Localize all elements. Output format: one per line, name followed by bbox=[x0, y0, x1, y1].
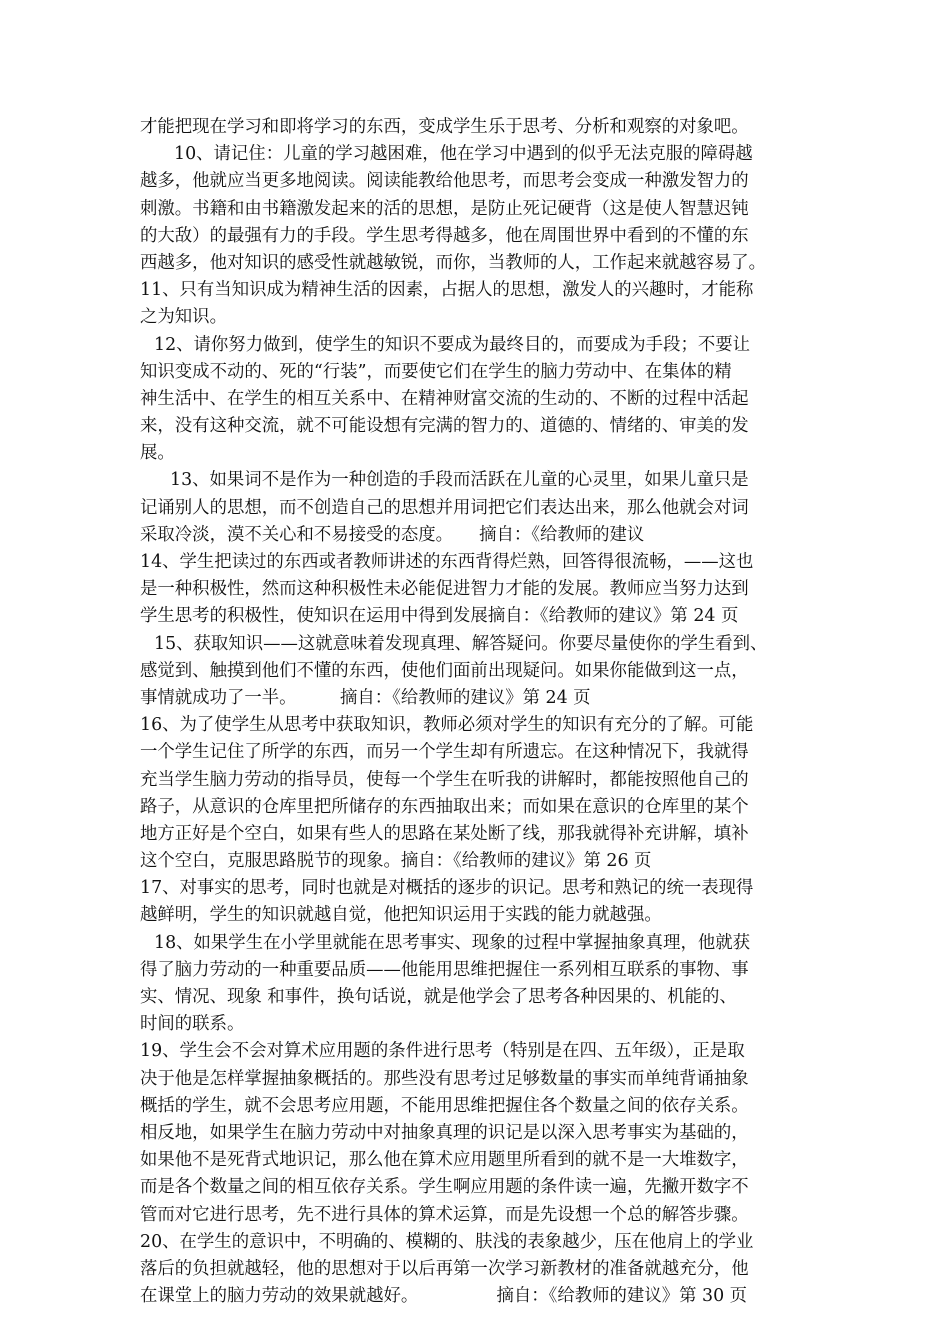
text-line: 在课堂上的脑力劳动的效果就越好。 摘自：《给教师的建议》第 30 页 bbox=[140, 1286, 748, 1307]
text-line: 18、如果学生在小学里就能在思考事实、现象的过程中掌握抽象真理，他就获 bbox=[154, 932, 751, 953]
text-line: 是一种积极性，然而这种积极性未必能促进智力才能的发展。教师应当努力达到 bbox=[140, 579, 749, 600]
text-line: 管而对它进行思考，先不进行具体的算术运算，而是先设想一个总的解答步骤。 bbox=[140, 1204, 749, 1225]
text-line: 记诵别人的思想，而不创造自己的思想并用词把它们表达出来，那么他就会对词 bbox=[140, 497, 749, 518]
text-line: 12、请你努力做到，使学生的知识不要成为最终目的，而要成为手段；不要让 bbox=[154, 334, 751, 355]
text-line: 来，没有这种交流，就不可能设想有完满的智力的、道德的、情绪的、审美的发 bbox=[140, 416, 749, 437]
text-line: 才能把现在学习和即将学习的东西，变成学生乐于思考、分析和观察的对象吧。 bbox=[140, 117, 749, 137]
text-line: 15、获取知识——这就意味着发现真理、解答疑问。你要尽量使你的学生看到、 bbox=[154, 633, 768, 654]
text-line: 的大敌）的最强有力的手段。学生思考得越多，他在周围世界中看到的不懂的东 bbox=[140, 225, 749, 246]
text-line: 14、学生把读过的东西或者教师讲述的东西背得烂熟，回答得很流畅，——这也 bbox=[140, 552, 754, 572]
text-line: 11、只有当知识成为精神生活的因素，占据人的思想，激发人的兴趣时，才能称 bbox=[140, 280, 754, 301]
text-line: 17、对事实的思考，同时也就是对概括的逐步的识记。思考和熟记的统一表现得 bbox=[140, 878, 754, 899]
text-line: 知识变成不动的、死的“行装”，而要使它们在学生的脑力劳动中、在集体的精 bbox=[140, 361, 732, 382]
text-line: 感觉到、触摸到他们不懂的东西，使他们面前出现疑问。如果你能做到这一点， bbox=[140, 660, 749, 681]
text-line: 10、请记住：儿童的学习越困难，他在学习中遇到的似乎无法克服的障碍越 bbox=[174, 144, 753, 165]
text-line: 相反地，如果学生在脑力劳动中对抽象真理的识记是以深入思考事实为基础的， bbox=[140, 1122, 749, 1143]
text-line: 刺激。书籍和由书籍激发起来的活的思想，是防止死记硬背（这是使人智慧迟钝 bbox=[140, 198, 749, 219]
text-line: 概括的学生，就不会思考应用题，不能用思维把握住各个数量之间的依存关系。 bbox=[140, 1095, 749, 1116]
text-line: 充当学生脑力劳动的指导员，使每一个学生在听我的讲解时，都能按照他自己的 bbox=[140, 769, 749, 790]
text-line: 而是各个数量之间的相互依存关系。学生啊应用题的条件读一遍，先撇开数字不 bbox=[140, 1177, 749, 1198]
text-line: 一个学生记住了所学的东西，而另一个学生却有所遗忘。在这种情况下，我就得 bbox=[140, 742, 749, 763]
text-line: 实、情况、现象 和事件，换句话说，就是他学会了思考各种因果的、机能的、 bbox=[140, 987, 737, 1007]
text-line: 越多，他就应当更多地阅读。阅读能教给他思考，而思考会变成一种激发智力的 bbox=[140, 171, 749, 192]
text-line: 19、学生会不会对算术应用题的条件进行思考（特别是在四、五年级），正是取 bbox=[140, 1041, 745, 1062]
text-line: 展。 bbox=[140, 443, 175, 464]
text-line: 16、为了使学生从思考中获取知识，教师必须对学生的知识有充分的了解。可能 bbox=[140, 715, 754, 736]
text-line: 地方正好是个空白，如果有些人的思路在某处断了线，那我就得补充讲解，填补 bbox=[140, 823, 749, 844]
text-line: 路子，从意识的仓库里把所储存的东西抽取出来；而如果在意识的仓库里的某个 bbox=[140, 796, 749, 817]
text-line: 20、在学生的意识中，不明确的、模糊的、肤浅的表象越少，压在他肩上的学业 bbox=[140, 1231, 754, 1252]
text-line: 这个空白，克服思路脱节的现象。摘自：《给教师的建议》第 26 页 bbox=[140, 851, 652, 872]
text-line: 得了脑力劳动的一种重要品质——他能用思维把握住一系列相互联系的事物、事 bbox=[140, 959, 749, 980]
text-line: 西越多，他对知识的感受性就越敏锐，而你，当教师的人，工作起来就越容易了。 bbox=[140, 252, 767, 273]
text-line: 采取冷淡，漠不关心和不易接受的态度。 摘自：《给教师的建议 bbox=[140, 524, 645, 545]
text-line: 之为知识。 bbox=[140, 307, 227, 328]
text-line: 落后的负担就越轻，他的思想对于以后再第一次学习新教材的准备就越充分，他 bbox=[140, 1258, 749, 1279]
text-line: 越鲜明，学生的知识就越自觉，他把知识运用于实践的能力就越强。 bbox=[140, 905, 662, 926]
text-line: 学生思考的积极性，使知识在运用中得到发展摘自：《给教师的建议》第 24 页 bbox=[140, 606, 739, 627]
text-line: 13、如果词不是作为一种创造的手段而活跃在儿童的心灵里，如果儿童只是 bbox=[170, 470, 749, 491]
text-line: 决于他是怎样掌握抽象概括的。那些没有思考过足够数量的事实而单纯背诵抽象 bbox=[140, 1068, 749, 1089]
document-body bbox=[140, 114, 816, 1310]
text-line: 如果他不是死背式地识记，那么他在算术应用题里所看到的就不是一大堆数字， bbox=[140, 1150, 749, 1171]
text-line: 神生活中、在学生的相互关系中、在精神财富交流的生动的、不断的过程中活起 bbox=[140, 388, 749, 409]
text-line: 时间的联系。 bbox=[140, 1014, 245, 1035]
text-line: 事情就成功了一半。 摘自：《给教师的建议》第 24 页 bbox=[140, 687, 591, 708]
